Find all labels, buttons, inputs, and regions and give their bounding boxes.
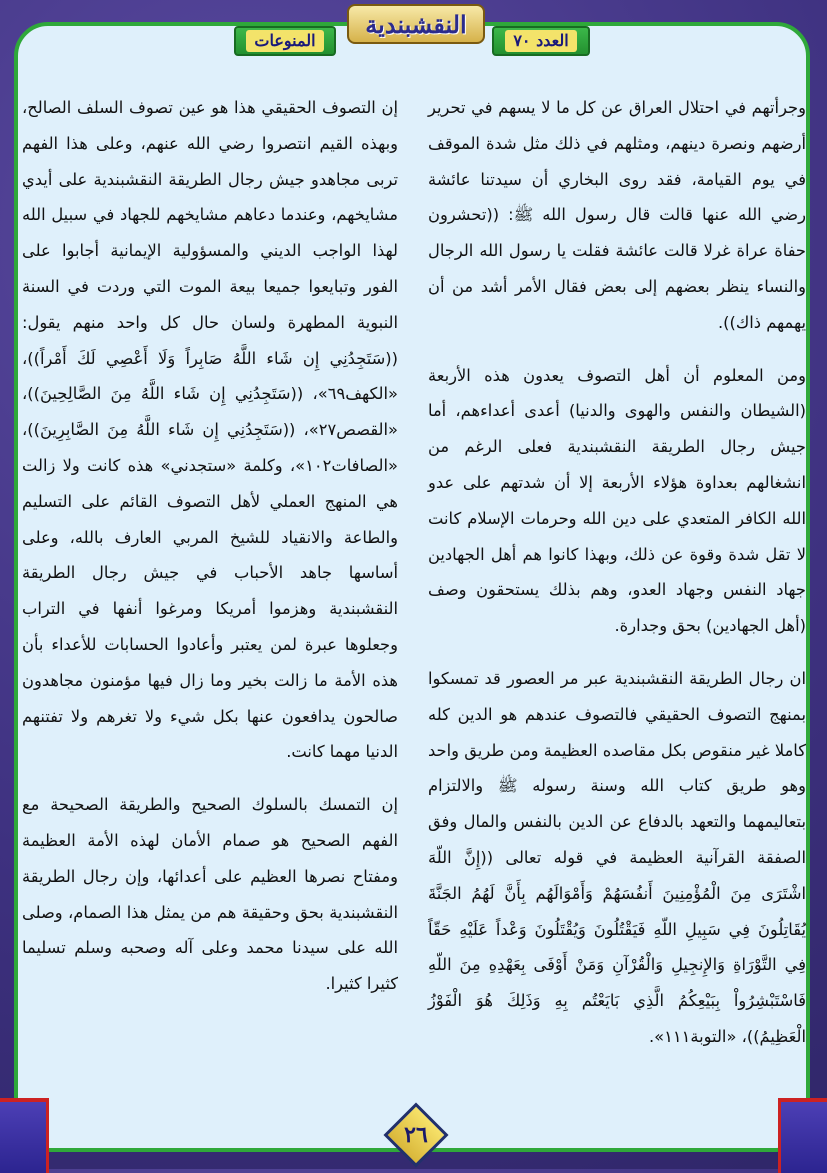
section-label: المنوعات (246, 30, 323, 52)
section-tab (234, 26, 336, 56)
paragraph: وجرأتهم في احتلال العراق عن كل ما لا يسهم في تحرير أرضهم ونصرة دينهم، ومثلهم في ذلك مثل شدة الموقف في يوم القيامة، فقد روى البخاري أن سيدتنا عائشة رضي الله عنها قالت قال رسول الله ﷺ: ((تحشرون حفاة عراة غرلا قالت عائشة فقلت يا رسول الله الرجال والنساء ينظر بعضهم إلى بعض فقال الأمر أشد من أن يهمهم ذاك)). (428, 98, 806, 332)
bottom-right-bar (778, 1098, 827, 1173)
paragraph: إن التمسك بالسلوك الصحيح والطريقة الصحيحة مع الفهم الصحيح هو صمام الأمان لهذه الأمة العظيمة ومفتاح نصرها العظيم على أعدائها، وإن رجال الطريقة النقشبندية بحق وحقيقة هم من يمثل هذا الصمام، وصلى الله على سيدنا محمد وعلى آله وصحبه وسلم تسليما كثيرا كثيرا. (22, 795, 398, 994)
magazine-logo (347, 4, 485, 44)
bottom-left-bar (0, 1098, 49, 1173)
logo-text: النقشبندية (365, 9, 467, 39)
paragraph: ان رجال الطريقة النقشبندية عبر مر العصور قد تمسكوا بمنهج التصوف الحقيقي فالتصوف عندهم هو الدين كله كاملا غير منقوص بكل مقاصده العظيمة ومن طريق واحد وهو طريق كتاب الله وسنة رسوله ﷺ والالتزام بتعاليمهما والتعهد بالدفاع عن الدين بالنفس والمال وفق الصفقة القرآنية العظيمة في قوله تعالى ((إِنَّ اللّهَ اشْتَرَى مِنَ الْمُؤْمِنِينَ أَنفُسَهُمْ وَأَمْوَالَهُم بِأَنَّ لَهُمُ الجَنَّةَ يُقَاتِلُونَ فِي سَبِيلِ اللّهِ فَيَقْتُلُونَ وَيُقْتَلُونَ وَعْداً عَلَيْهِ حَقّاً فِي التَّوْرَاةِ وَالإِنجِيلِ وَالْقُرْآنِ وَمَنْ أَوْفَى بِعَهْدِهِ مِنَ اللّهِ فَاسْتَبْشِرُواْ بِبَيْعِكُمُ الَّذِي بَايَعْتُم بِهِ وَذَلِكَ هُوَ الْفَوْزُ الْعَظِيمُ))، «التوبة١١١». (428, 668, 806, 1046)
page-number-badge (388, 1107, 444, 1163)
right-column (428, 90, 806, 1072)
page-number: ٢٦ (404, 1122, 428, 1148)
left-column (22, 90, 398, 1019)
paragraph: إن التصوف الحقيقي هذا هو عين تصوف السلف الصالح، وبهذه القيم انتصروا رضي الله عنهم، وعلى هذا الفهم تربى مجاهدو جيش رجال الطريقة النقشبندية على أيدي مشايخهم، وعندما دعاهم مشايخهم للجهاد في سبيل الله لهذا الواجب الديني والمسؤولية الإيمانية أجابوا على الفور وتبايعوا جميعا بيعة الموت التي وردت في السنة النبوية المطهرة ولسان حال كل واحد منهم يقول: ((سَتَجِدُنِي إِن شَاء اللَّهُ صَابِراً وَلَا أَعْصِي لَكَ أَمْراً))، «الكهف٦٩»، ((سَتَجِدُنِي إِن شَاء اللَّهُ مِنَ الصَّالِحِينَ))، «القصص٢٧»، ((سَتَجِدُنِي إِن شَاء اللَّهُ مِنَ الصَّابِرِينَ))، «الصافات١٠٢»، وكلمة «ستجدني» هذه كانت ولا زالت هي المنهج العملي لأهل التصوف القائم على التسليم والطاعة والانقياد للشيخ المربي العارف بالله، وعلى أساسها جاهد الأحباب في جيش رجال الطريقة النقشبندية وهزموا أمريكا ومرغوا أنفها في التراب وجعلوها عبرة لمن يعتبر وأعادوا الحسابات للأعداء بأن هذه الأمة ما زالت بخير وما زال فيها مؤمنون مجاهدون صالحون يدافعون عنها بكل شيء ولا تغرهم ولا تفتنهم الدنيا مهما كانت. (22, 98, 398, 762)
paragraph: ومن المعلوم أن أهل التصوف يعدون هذه الأربعة (الشيطان والنفس والهوى والدنيا) أعدى أعداءهم، أما جيش رجال الطريقة النقشبندية فعلى الرغم من انشغالهم بعداوة هؤلاء الأربعة إلا أن شدتهم على عدو الله الكافر المتعدي على دين الله وحرمات الإسلام كانت لا تقل شدة وقوة عن ذلك، وبهذا كانوا هم أهل الجهادين جهاد النفس وجهاد العدو، وهم بذلك يستحقون وصف (أهل الجهادين) بحق وجدارة. (428, 365, 806, 636)
issue-label: العدد ٧٠ (505, 30, 576, 52)
issue-tab (492, 26, 590, 56)
